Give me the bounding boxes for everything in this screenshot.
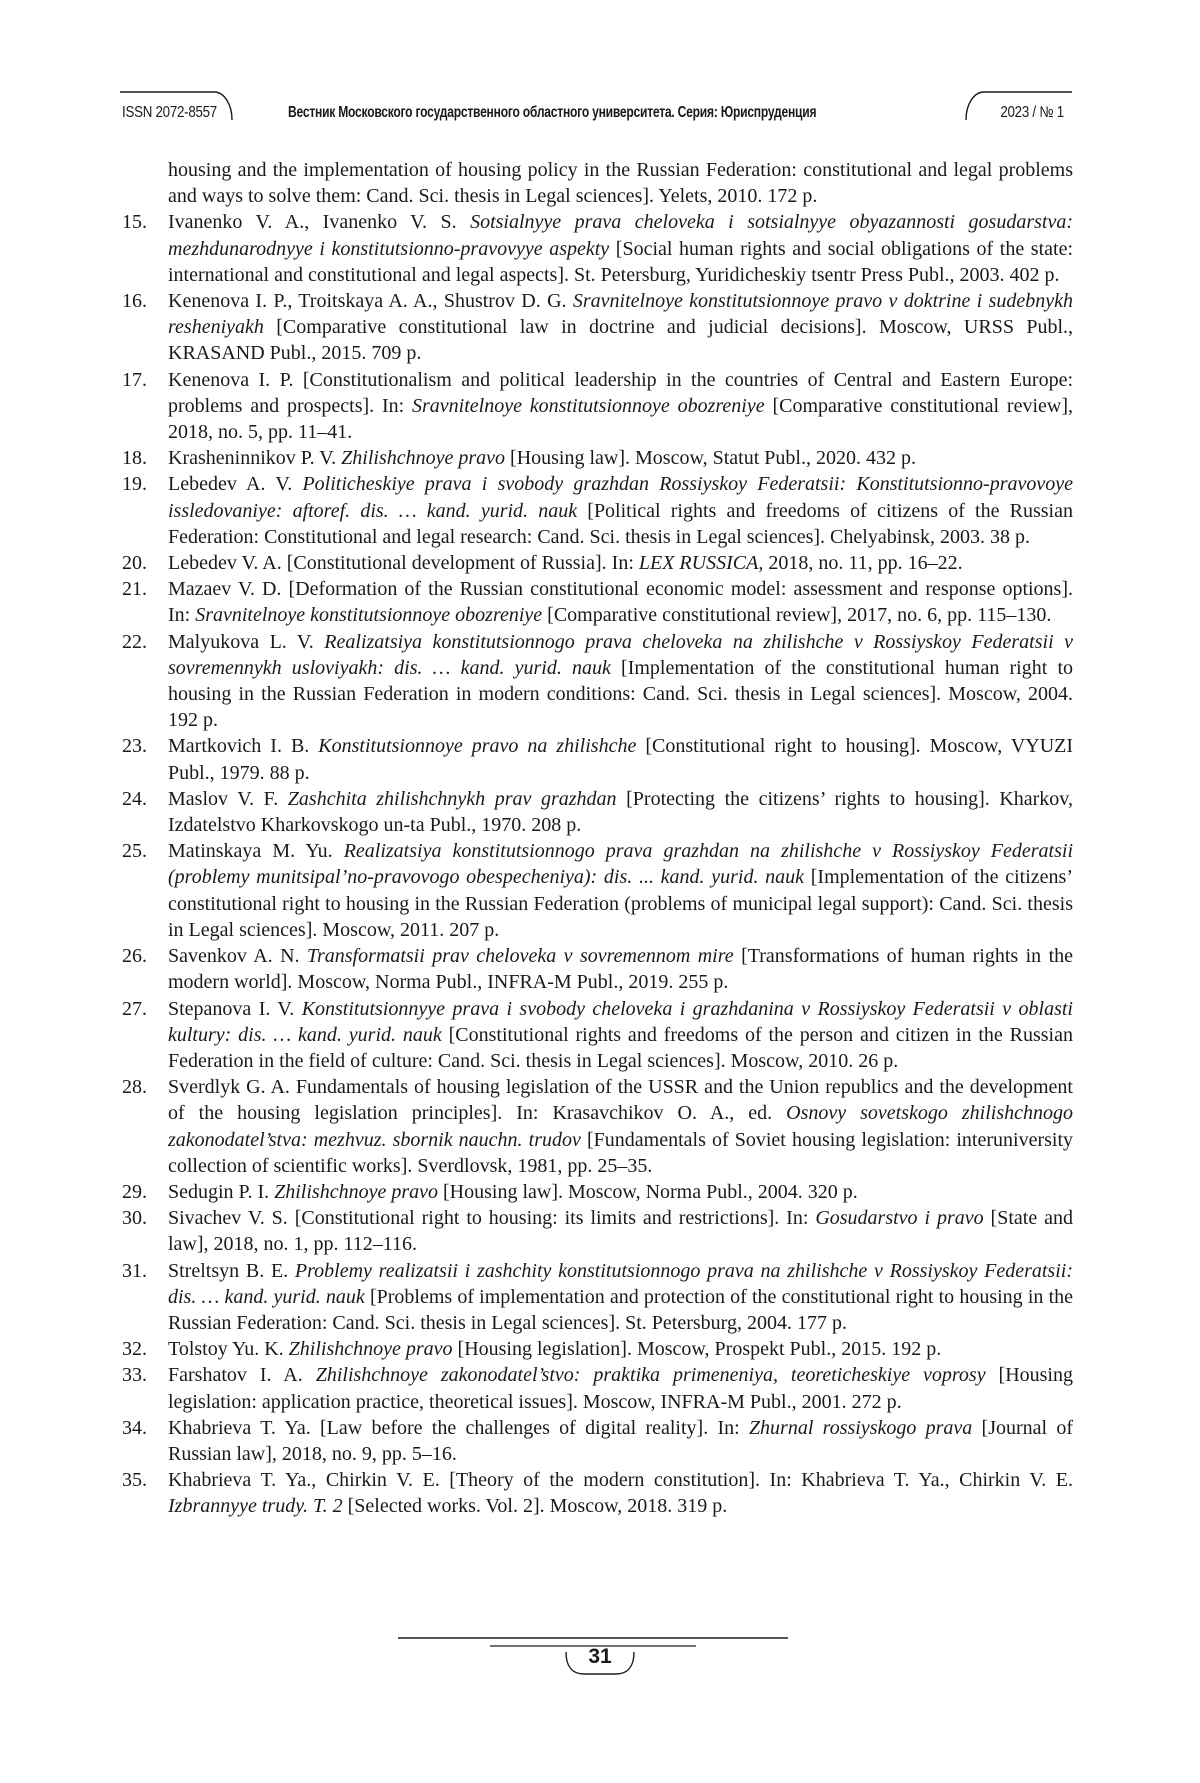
reference-entry [122,288,1073,367]
reference-title: LEX RUSSICA [638,552,759,575]
reference-text [168,786,1073,838]
running-header [120,92,1072,140]
reference-number: 26. [122,945,147,968]
reference-title: Transformatsii prav cheloveka v sovremennom mire [306,945,734,968]
page-number: 31 [588,1645,612,1668]
reference-title: Zashchita zhilishchnykh prav grazhdan [287,787,617,810]
reference-segment: Lebedev V. A. [Constitutional development of Russia]. In: [168,552,639,575]
reference-segment: [Implementation of the citizens’ constitutional right to housing in the Russian Federation (problems of municipal legal support): Cand. Sci. thesis in Legal sciences]. Moscow, 2011. 207 p. [168,866,1073,941]
page-footer [0,1636,1200,1696]
reference-segment: [State and law], 2018, no. 1, pp. 112–116. [168,1207,1073,1256]
reference-text [168,367,1073,446]
reference-title: Politicheskiye prava i svobody grazhdan Rossiyskoy Federatsii: Konstitutsionno-pravovoye issledovaniye: aftoref. dis. … kand. yurid. nauk [168,473,1074,522]
reference-entry [122,550,1073,576]
journal-title: Вестник Московского государственного областного университета. Серия: Юриспруденция [288,104,817,121]
reference-text [168,733,1073,785]
reference-segment: Khabrieva T. Ya. [Law before the challenges of digital reality]. In: [168,1416,749,1439]
reference-entry [122,1179,1073,1205]
reference-text [168,1258,1073,1337]
reference-number: 32. [122,1338,147,1361]
reference-segment: [Housing law]. Moscow, Statut Publ., 2020. 432 p. [505,447,916,470]
reference-text [168,576,1073,628]
reference-segment: [Housing law]. Moscow, Norma Publ., 2004. 320 p. [438,1180,858,1203]
reference-title: Sravnitelnoye konstitutsionnoye pravo v doktrine i sudebnykh resheniyakh [168,290,1073,339]
reference-title: Zhilishchnoye pravo [341,447,506,470]
reference-text [168,838,1073,943]
reference-number: 34. [122,1416,147,1439]
reference-title: Zhilishchnoye zakonodatel’stvo: praktika primeneniya, teoreticheskiye voprosy [315,1364,986,1387]
reference-number: 25. [122,840,147,863]
continuation-line: housing and the implementation of housing policy in the Russian Federation: constitutional and legal [168,159,993,181]
reference-entry [122,367,1073,446]
reference-entry [122,445,1073,471]
reference-segment: Kenenova I. P. [Constitutionalism and political leadership in the countries of Central and Eastern Europe: problems and prospects]. In: [168,368,1073,417]
issn-label: ISSN 2072-8557 [122,104,217,121]
reference-entry [122,1258,1073,1337]
reference-entry [122,1362,1073,1414]
reference-number: 15. [122,211,147,234]
reference-segment: [Implementation of the constitutional human right to housing in the Russian Federation in modern conditions: Cand. Sci. thesis in Legal sciences]. Moscow, 2004. 192 p. [168,656,1073,732]
reference-number: 27. [122,997,147,1020]
reference-continuation [168,157,1073,209]
reference-entry [122,733,1073,785]
reference-title: Zhilishchnoye pravo [274,1180,438,1203]
reference-number: 22. [122,630,147,653]
reference-text [168,1205,1073,1257]
reference-segment: Savenkov A. N. [168,945,307,968]
reference-text [168,943,1073,995]
reference-segment: Sverdlyk G. A. Fundamentals of housing legislation of the USSR and the Union republics and the development of the housing legislation principles]. In: Krasavchikov O. A., ed. [168,1076,1073,1125]
reference-title: Gosudarstvo i pravo [815,1207,984,1230]
reference-segment: Khabrieva T. Ya., Chirkin V. E. [Theory of the modern constitution]. In: Khabrieva T. Ya., Chirkin V. E. [168,1469,1073,1492]
reference-entry [122,786,1073,838]
reference-segment: [Transformations of human rights in the modern world]. Moscow, Norma Publ., INFRA-M Publ., 2019. 255 p. [168,945,1073,994]
reference-entry [122,576,1073,628]
reference-segment: [Constitutional rights and freedoms of the person and citizen in the Russian Federation in the field of culture: Cand. Sci. thesis in Legal sciences]. Moscow, 2010. 26 p. [168,1023,1073,1072]
continuation-line: problems and ways to solve them: Cand. Sci. thesis in Legal sciences]. Yelets, 2010. 172 p. [168,159,1074,208]
reference-title: Realizatsiya konstitutsionnogo prava grazhdan na zhilishche v Rossiyskoy Federatsii (problemy munitsipal’no-pravovogo obespecheniya): dis. ... kand. yurid. nauk [168,840,1074,889]
reference-list [122,157,1073,1520]
reference-segment: Krasheninnikov P. V. [168,447,342,470]
reference-title: Sravnitelnoye konstitutsionnoye obozreniye [412,394,765,417]
reference-entry [122,1336,1073,1362]
reference-segment: Farshatov I. A. [168,1364,316,1387]
reference-entry [122,629,1073,734]
reference-title: Zhilishchnoye pravo [288,1338,453,1361]
reference-title: Realizatsiya konstitutsionnogo prava cheloveka na zhilishche v Rossiyskoy Federatsii v sovremennykh usloviyakh: dis. … kand. yurid. nauk [168,630,1073,679]
reference-text [168,1362,1073,1414]
reference-segment: [Political rights and freedoms of citizens of the Russian Federation: Constitutional and legal research: Cand. Sci. thesis in Legal sciences]. Chelyabinsk, 2003. 38 p. [168,499,1073,548]
reference-title: Problemy realizatsii i zashchity konstitutsionnogo prava na zhilishche v Rossiyskoy Federatsii: dis. … kand. yurid. nauk [168,1259,1073,1308]
reference-entry [122,471,1073,550]
reference-entry [122,1415,1073,1467]
reference-segment: [Protecting the citizens’ rights to housing]. Kharkov, Izdatelstvo Kharkovskogo un-ta Publ., 1970. 208 p. [168,787,1073,837]
reference-title: Sravnitelnoye konstitutsionnoye obozreniye [195,604,543,627]
reference-segment: [Housing legislation: application practice, theoretical issues]. Moscow, INFRA-M Publ., 2001. 272 p. [168,1364,1073,1413]
reference-number: 33. [122,1364,147,1387]
reference-entry [122,838,1073,943]
reference-title: Izbrannyye trudy. T. 2 [168,1495,343,1518]
reference-segment: [Housing legislation]. Moscow, Prospekt Publ., 2015. 192 p. [452,1338,942,1361]
reference-segment: [Constitutional right to housing]. Moscow, VYUZI Publ., 1979. 88 p. [168,735,1074,784]
reference-number: 35. [122,1469,147,1492]
reference-number: 28. [122,1076,147,1099]
reference-text [168,629,1073,734]
reference-text [168,209,1073,288]
reference-segment: Ivanenko V. A., Ivanenko V. S. [168,211,471,234]
reference-text [168,1467,1073,1519]
reference-text [168,288,1073,367]
reference-segment: [Comparative constitutional review], 2017, no. 6, pp. 115–130. [542,604,1052,627]
reference-segment: Stepanova I. V. [168,997,302,1020]
reference-number: 17. [122,368,147,391]
reference-text [168,471,1073,550]
reference-entry [122,1467,1073,1519]
reference-text [168,1415,1073,1467]
reference-number: 21. [122,578,147,601]
reference-number: 23. [122,735,147,758]
reference-segment: Sedugin P. I. [168,1180,275,1203]
reference-segment: Martkovich I. B. [168,735,319,758]
reference-title: Osnovy sovetskogo zhilishchnogo zakonodatel’stva: mezhvuz. sbornik nauchn. trudov [168,1102,1073,1151]
reference-entry [122,943,1073,995]
reference-segment: [Social human rights and social obligations of the state: international and constitutional and legal aspects]. St. Petersburg, Yuridicheskiy tsentr Press Publ., 2003. 402 p. [168,237,1074,286]
reference-text [168,550,1073,576]
reference-segment: [Comparative constitutional law in doctrine and judicial decisions]. Moscow, URSS Publ., KRASAND Publ., 2015. 709 p. [168,316,1073,365]
reference-text [168,1074,1073,1179]
reference-entry [122,1074,1073,1179]
reference-text [168,996,1073,1075]
reference-text [168,1336,1073,1362]
reference-segment: [Problems of implementation and protection of the constitutional right to housing in the Russian Federation: Cand. Sci. thesis in Legal sciences]. St. Petersburg, 2004. 177 p. [168,1285,1073,1334]
reference-number: 31. [122,1259,147,1282]
reference-number: 29. [122,1180,147,1203]
reference-segment: , 2018, no. 11, pp. 16–22. [758,552,963,575]
reference-segment: [Fundamentals of Soviet housing legislation: interuniversity collection of scientific works]. Sverdlovsk, 1981, pp. 25–35. [168,1128,1074,1177]
reference-text [168,1179,1073,1205]
reference-segment: [Comparative constitutional review], 2018, no. 5, pp. 11–41. [168,394,1074,444]
reference-entry [122,996,1073,1075]
reference-segment: Kenenova I. P., Troitskaya A. A., Shustrov D. G. [168,290,573,313]
reference-text [168,445,1073,471]
reference-segment: Maslov V. F. [168,787,288,810]
reference-segment: Lebedev A. V. [168,473,303,496]
reference-segment: [Selected works. Vol. 2]. Moscow, 2018. 319 p. [342,1495,728,1518]
reference-title: Zhurnal rossiyskogo prava [748,1416,973,1439]
reference-number: 20. [122,552,147,575]
reference-number: 19. [122,473,147,496]
reference-number: 18. [122,447,147,470]
reference-number: 30. [122,1207,147,1230]
reference-segment: Tolstoy Yu. K. [168,1338,289,1361]
reference-number: 16. [122,290,147,313]
reference-title: Konstitutsionnoye pravo na zhilishche [318,735,637,758]
reference-entry [122,209,1073,288]
reference-number: 24. [122,787,147,810]
reference-segment: Streltsyn B. E. [168,1259,295,1282]
reference-segment: Malyukova L. V. [168,630,325,653]
reference-segment: [Journal of Russian law], 2018, no. 9, pp. 5–16. [168,1416,1073,1465]
reference-title: Sotsialnyye prava cheloveka i sotsialnyye obyazannosti gosudarstva: mezhdunarodnyye i konstitutsionno-pravovyye aspekty [168,211,1073,260]
reference-entry [122,1205,1073,1257]
reference-segment: Matinskaya M. Yu. [168,840,344,863]
reference-segment: Mazaev V. D. [Deformation of the Russian constitutional economic model: assessment and response options]. In: [168,578,1073,627]
reference-segment: Sivachev V. S. [Constitutional right to housing: its limits and restrictions]. In: [168,1207,816,1230]
issue-label: 2023 / № 1 [1000,104,1064,121]
reference-title: Konstitutsionnyye prava i svobody cheloveka i grazhdanina v Rossiyskoy Federatsii v oblasti kultury: dis. … kand. yurid. nauk [168,997,1073,1046]
